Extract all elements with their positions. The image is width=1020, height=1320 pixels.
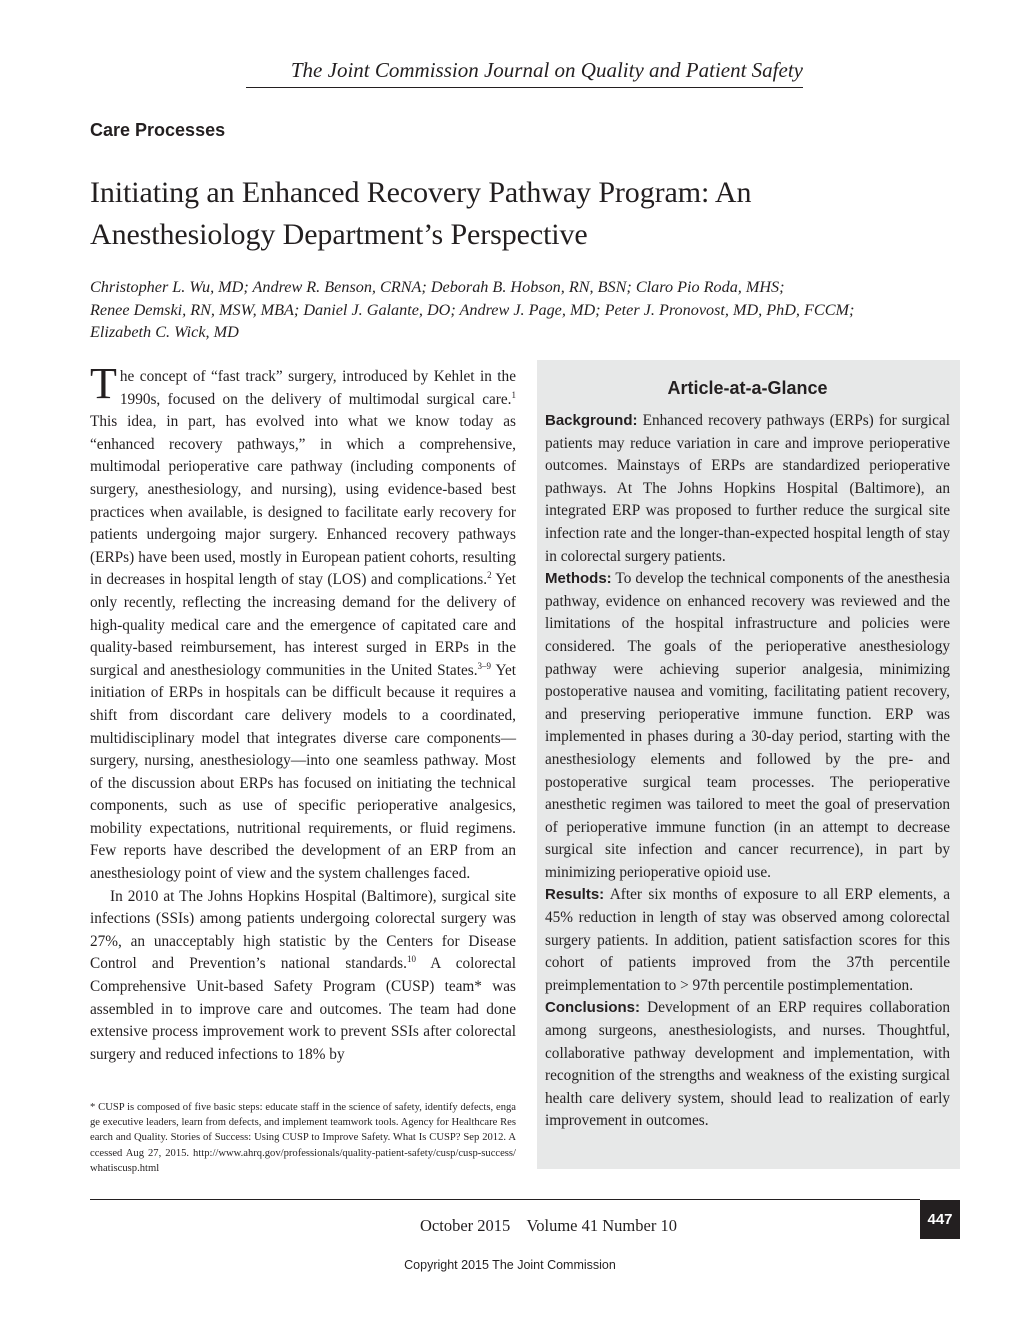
drop-cap: T xyxy=(90,359,117,408)
reference-marker: 10 xyxy=(406,954,416,965)
article-at-a-glance-box xyxy=(537,360,960,1169)
glance-results xyxy=(545,884,950,997)
body-text: In 2010 at The Johns Hopkins Hospital (Baltimore), surgical site infections (SSIs) among patients undergoing colorectal surgery was 27%, an unacceptably high statistic by the Centers for Disease Control and Prevention’s national standards. xyxy=(90,887,516,973)
reference-marker: 2 xyxy=(487,570,492,581)
body-text: This idea, in part, has evolved into what we know today as “enhanced recovery pathways,” in which a comprehensive, multimodal perioperative care pathway (including components of surgery, anesthesiology, and nursing), using evidence-based best practices when available, is designed to facilitate early recovery for patients undergoing major surgery. Enhanced recovery pathways (ERPs) have been used, mostly in European patient cohorts, resulting in decreases in hospital length of stay (LOS) and complications. xyxy=(90,413,516,589)
body-paragraph xyxy=(90,886,516,1067)
author-line: Christopher L. Wu, MD; Andrew R. Benson, CRNA; Deborah B. Hobson, RN, BSN; Claro Pio Roda, MHS; xyxy=(90,278,785,296)
footer-divider xyxy=(90,1199,920,1200)
glance-text: Development of an ERP requires collaboration among surgeons, anesthesiologists, and nurses. Thoughtful, collaborative pathway development and implementation, with recognition of the strengths and weakness of the existing surgical health care delivery system, should lead to realization of early improvement in outcomes. xyxy=(545,999,950,1130)
body-column xyxy=(90,359,517,1066)
journal-header: The Joint Commission Journal on Quality and Patient Safety xyxy=(246,56,803,88)
page-number: 447 xyxy=(920,1200,960,1239)
glance-text: After six months of exposure to all ERP elements, a 45% reduction in length of stay was observed among colorectal surgery patients. In addition, patient satisfaction scores for this cohort of patients improved from the 37th percentile preimplementation to > 97th percentile postimplementation. xyxy=(545,886,950,994)
glance-label: Conclusions: xyxy=(545,999,641,1017)
issue-info: October 2015 Volume 41 Number 10 xyxy=(420,1216,677,1235)
author-line: Elizabeth C. Wick, MD xyxy=(90,323,239,342)
glance-label: Background: xyxy=(545,412,638,429)
section-label: Care Processes xyxy=(90,120,226,140)
copyright-notice: Copyright 2015 The Joint Commission xyxy=(404,1258,616,1272)
author-line: Renee Demski, RN, MSW, MBA; Daniel J. Galante, DO; Andrew J. Page, MD; Peter J. Pronovost, MD, PhD, FCCM; xyxy=(90,300,855,319)
glance-methods xyxy=(545,568,950,884)
glance-label: Results: xyxy=(545,886,605,904)
body-text: Yet initiation of ERPs in hospitals can be difficult because it requires a shift from discordant care delivery models to a coordinated, multidisciplinary model that integrates diverse care components—surgery, nursing, anesthesiology—into one seamless pathway. Most of the discussion about ERPs has focused on initiating the technical components, such as use of specific perioperative analgesics, mobility expectations, nutritional requirements, or fluid regimens. Few reports have described the development of an ERP from an anesthesiology point of view and the system challenges faced. xyxy=(90,661,517,883)
reference-marker: 1 xyxy=(511,389,516,400)
glance-heading: Article-at-a-Glance xyxy=(667,378,828,398)
body-text: A colorectal Comprehensive Unit-based Safety Program (CUSP) team* was assembled in to improve care and outcomes. The team had done extensive process improvement work to prevent SSIs after colorectal surgery and reduced infections to 18% by xyxy=(90,955,516,1063)
footnote: * CUSP is composed of five basic steps: educate staff in the science of safety, identify defects, engage executive leaders, learn from defects, and implement teamwork tools. Agency for Healthcare Research and Quality. Stories of Success: Using CUSP to Improve Safety. What Is CUSP? Sep 2012. Accessed Aug 27, 2015. http://www.ahrq.gov/professionals/quality-patient-safety/cusp/cusp-success/whatiscusp.html xyxy=(90,1102,516,1174)
glance-conclusions xyxy=(545,997,950,1133)
glance-text: To develop the technical components of the anesthesia pathway, evidence on enhanced recovery was reviewed and the limitations of the hospital infrastructure and policies were considered. The goals of the perioperative anesthesiology pathway were achieving superior analgesia, minimizing postoperative nausea and vomiting, facilitating patient recovery, and preserving perioperative immune function. ERP was implemented in phases during a 30-day period, starting with the anesthesiology elements and followed by the pre- and postoperative surgical team processes. The perioperative anesthetic regimen was tailored to meet the goal of preservation of perioperative immune function (in an attempt to decrease surgical site infection and cancer recurrence), in part by minimizing perioperative opioid use. xyxy=(545,570,950,881)
author-list xyxy=(90,276,970,344)
body-text: he concept of “fast track” surgery, introduced by Kehlet in the 1990s, focused on the delivery of multimodal surgical care. xyxy=(119,368,516,408)
body-text: Yet only recently, reflecting the increasing demand for the delivery of high-quality medical care and the emergence of capitated care and quality-based reimbursement, has interest surged in ERPs in the surgical and anesthesiology communities in the United States. xyxy=(90,571,516,679)
reference-marker: 3–9 xyxy=(477,660,492,671)
glance-background xyxy=(545,410,950,568)
body-paragraph xyxy=(90,359,517,886)
glance-label: Methods: xyxy=(545,570,612,588)
article-title: Initiating an Enhanced Recovery Pathway Program: An Anesthesiology Department’s Perspective xyxy=(90,176,752,251)
glance-text: Enhanced recovery pathways (ERPs) for surgical patients may reduce variation in care and improve perioperative outcomes. Mainstays of ERPs are standardized perioperative pathways. At The Johns Hopkins Hospital (Baltimore), an integrated ERP was proposed to further reduce the surgical site infection rate and the longer-than-expected hospital length of stay in colorectal surgery patients. xyxy=(545,412,950,565)
